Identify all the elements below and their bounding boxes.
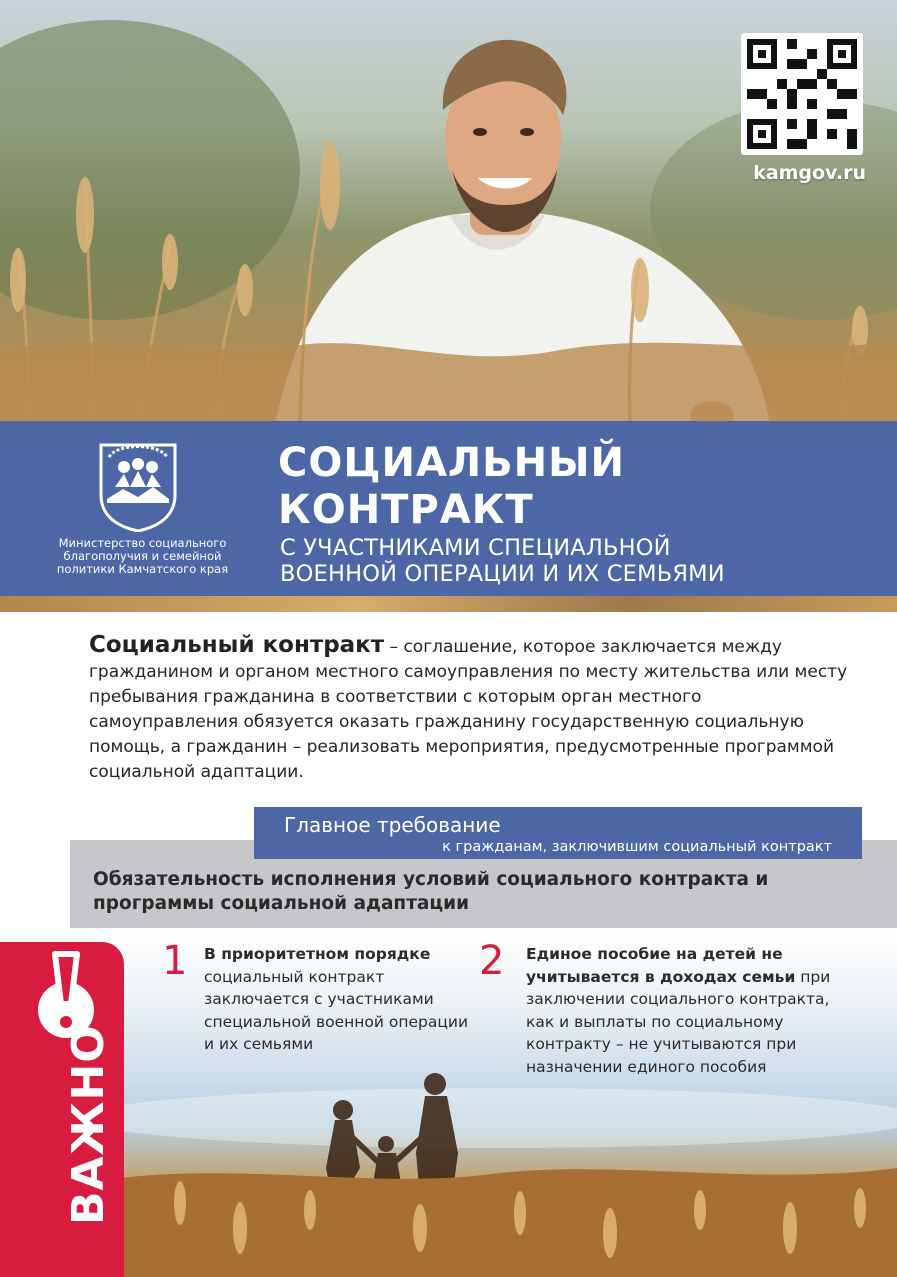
point-1-bold: В приоритетном порядке	[204, 945, 431, 963]
point-2-number: 2	[479, 938, 505, 984]
point-2-text	[526, 943, 838, 1078]
definition-paragraph	[89, 633, 849, 785]
point-1-number: 1	[162, 938, 188, 984]
hero-photo	[0, 0, 897, 425]
requirement-text: Обязательность исполнения условий социального контракта и программы социальной адаптации	[93, 869, 769, 914]
point-2-body: при заключении социального контракта, как и выплаты по социальному контракту – не учитываются при назначении единого пособия	[526, 967, 831, 1076]
title-line-2: КОНТРАКТ	[278, 487, 534, 533]
subtitle-line-1: С УЧАСТНИКАМИ СПЕЦИАЛЬНОЙ	[280, 535, 671, 561]
point-1-text	[204, 943, 479, 1056]
page-title	[278, 440, 838, 534]
requirement-header	[254, 807, 862, 859]
page-subtitle	[280, 535, 840, 587]
important-label: ВАЖНО	[63, 1024, 114, 1225]
subtitle-line-2: ВОЕННОЙ ОПЕРАЦИИ И ИХ СЕМЬЯМИ	[280, 561, 725, 587]
title-line-1: СОЦИАЛЬНЫЙ	[278, 440, 626, 486]
qr-code[interactable]	[741, 33, 863, 155]
definition-text: – соглашение, которое заключается между гражданином и органом местного самоуправления по месту жительства или месту пребывания гражданина в соответствии с которым орган местного самоуправления обязуется оказать гражданину государственную социальную помощь, а гражданин – реализовать мероприятия, предусмотренные программой социальной адаптации.	[89, 637, 848, 782]
requirement-title: Главное требование	[284, 813, 501, 837]
requirement-subtitle: к гражданам, заключившим социальный контракт	[442, 839, 832, 855]
ministry-emblem-icon	[97, 437, 179, 532]
definition-term: Социальный контракт	[89, 632, 385, 658]
ministry-name: Министерство социального благополучия и семейной политики Камчатского края	[56, 536, 229, 576]
qr-code-icon	[747, 39, 857, 149]
point-2-bold: Единое пособие на детей не учитывается в доходах семьи	[526, 945, 796, 986]
point-1-body: социальный контракт заключается с участниками специальной военной операции и их семьями	[204, 967, 469, 1053]
website-link[interactable]: kamgov.ru	[753, 162, 866, 184]
wheat-strip	[0, 596, 897, 612]
